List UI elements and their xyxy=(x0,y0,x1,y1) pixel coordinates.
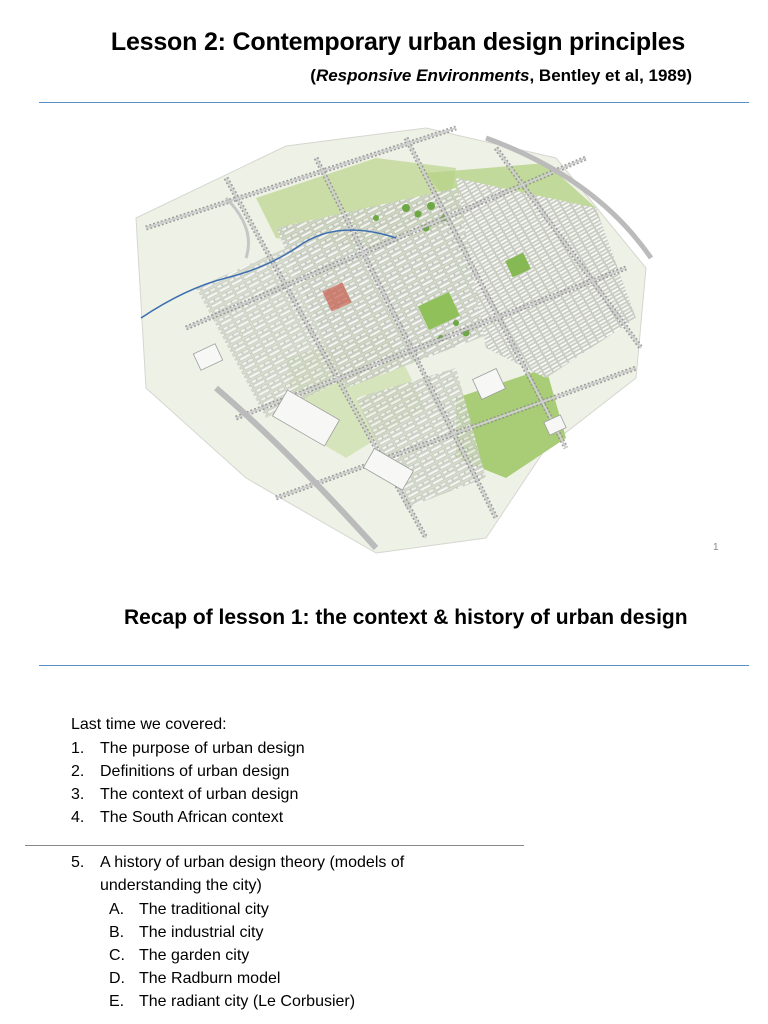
list-item: C. The garden city xyxy=(109,947,250,964)
city-models-list xyxy=(109,898,355,1013)
list-item: B. The industrial city xyxy=(109,924,264,941)
list-item: D. The Radburn model xyxy=(109,970,281,987)
header-divider xyxy=(39,102,749,103)
history-topic xyxy=(71,851,471,897)
list-item: 1. The purpose of urban design xyxy=(71,740,305,757)
section-divider xyxy=(25,845,524,846)
intro-text: Last time we covered: xyxy=(71,716,227,733)
list-item: 4. The South African context xyxy=(71,809,284,826)
book-title: Responsive Environments xyxy=(315,66,530,85)
slide-title: Lesson 2: Contemporary urban design principles xyxy=(110,28,686,56)
list-item: A. The traditional city xyxy=(109,901,269,918)
urban-masterplan-illustration xyxy=(126,118,656,558)
slide-subtitle: (Responsive Environments, Bentley et al, 1989) xyxy=(310,66,692,85)
recap-divider xyxy=(39,665,749,666)
recap-heading: Recap of lesson 1: the context & history of urban design xyxy=(124,606,688,629)
slide-number: 1 xyxy=(713,542,719,553)
list-item: 5. A history of urban design theory (models of understanding the city) xyxy=(71,854,405,894)
list-item: 2. Definitions of urban design xyxy=(71,763,290,780)
list-item: 3. The context of urban design xyxy=(71,786,299,803)
list-item: E. The radiant city (Le Corbusier) xyxy=(109,993,356,1010)
covered-topics-list xyxy=(71,737,305,829)
